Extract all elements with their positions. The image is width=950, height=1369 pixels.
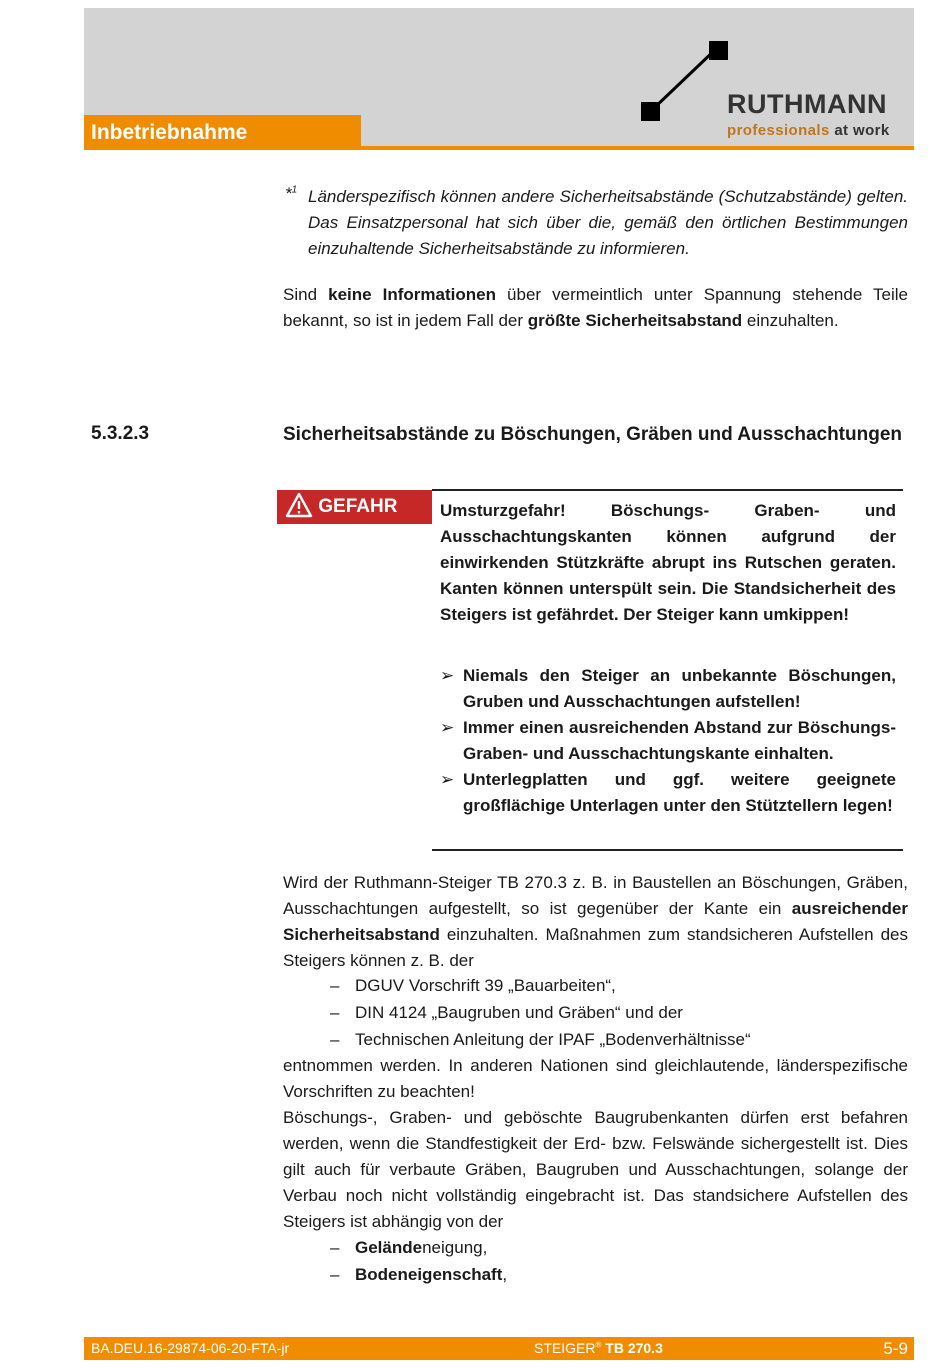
tagline-at-work: at work: [834, 122, 890, 139]
regulations-list: [330, 972, 751, 1053]
paragraph-national-rules: entnommen werden. In anderen Nationen sind gleichlautende, länderspezifische Vorschriften zu beachten!: [283, 1056, 908, 1101]
arrow-bullet-icon: ➢: [440, 770, 455, 789]
warning-item: [440, 663, 896, 715]
para1-text-2: über vermeintlich unter Spannung stehende Teile bekannt, so ist in jedem Fall der: [283, 285, 909, 330]
paragraph-no-info: [283, 282, 908, 334]
list-item: [330, 1261, 507, 1288]
model-label: TB 270.3: [605, 1340, 663, 1356]
list-item-text: DGUV Vorschrift 39 „Bauarbeiten“,: [355, 976, 616, 995]
list-item-text: neigung,: [422, 1238, 488, 1257]
section-tab: Inbetriebnahme: [84, 115, 361, 150]
paragraph-measures: [283, 870, 908, 974]
para2-bold: ausreichender Sicherheitsabstand: [283, 899, 908, 944]
warning-item: [440, 715, 896, 767]
header-stripe: [361, 146, 914, 150]
brand-tagline: [727, 122, 890, 139]
warning-item: [440, 767, 896, 819]
arrow-bullet-icon: ➢: [440, 718, 455, 737]
warning-item-text: Unterlegplatten und ggf. weitere geeignete großflächige Unterlagen unter den Stütztellern legen!: [463, 770, 896, 815]
list-item-bold: Bodeneigenschaft: [355, 1265, 503, 1284]
list-item-text: ,: [502, 1265, 508, 1284]
registered-mark: ®: [595, 1340, 602, 1350]
dash-bullet: –: [330, 976, 340, 995]
footnote-number: 1: [291, 184, 298, 196]
list-item: [330, 1234, 507, 1261]
dash-bullet: –: [330, 1238, 340, 1257]
para1-text-3: einzuhalten.: [742, 311, 839, 330]
arrow-bullet-icon: ➢: [440, 666, 455, 685]
warning-text: Umsturzgefahr! Böschungs- Graben- und Ausschachtungskanten können aufgrund der einwirkenden Stützkräfte abrupt ins Rutschen geraten. Kanten können unterspült sein. Die Standsicherheit des Steigers ist gefährdet. Der Steiger kann umkippen!: [440, 501, 896, 624]
section-title: Sicherheitsabstände zu Böschungen, Gräben und Ausschachtungen: [283, 424, 903, 445]
document-id: BA.DEU.16-29874-06-20-FTA-jr: [91, 1340, 290, 1356]
paragraph-edges: Böschungs-, Graben- und geböschte Baugrubenkanten dürfen erst befahren werden, wenn die Standfestigkeit der Erd- bzw. Felswände sichergestellt ist. Dies gilt auch für verbaute Gräben, Baugruben und Ausschachtungen, solange der Verbau noch nicht vollständig eingebracht ist. Das standsichere Aufstellen des Steigers ist abhängig von der: [283, 1108, 908, 1231]
page-header: [84, 8, 914, 150]
warning-instructions: [440, 663, 896, 819]
tagline-professionals: professionals: [727, 122, 830, 139]
footnote-text: Länderspezifisch können andere Sicherheitsabstände (Schutzabstände) gelten. Das Einsatzpersonal hat sich über die, gemäß den örtlichen Bestimmungen einzuhaltende Sicherheitsabstände zu informieren.: [308, 187, 908, 258]
product-name: [534, 1340, 663, 1356]
list-item: [330, 1026, 751, 1053]
list-item: [330, 972, 751, 999]
section-number: 5.3.2.3: [91, 423, 150, 444]
para1-bold-2: größte Sicherheitsabstand: [527, 311, 743, 330]
brand-name: RUTHMANN: [727, 89, 887, 119]
para1-text-1: Sind: [283, 285, 329, 304]
warning-item-text: Immer einen ausreichenden Abstand zur Böschungs- Graben- und Ausschachtungskante einhalten.: [463, 718, 896, 763]
warning-item-text: Niemals den Steiger an unbekannte Böschungen, Gruben und Ausschachtungen aufstellen!: [463, 666, 896, 711]
stability-factors-list: [330, 1234, 507, 1288]
footnote-mark: [285, 184, 297, 204]
page-number: 5-9: [883, 1339, 908, 1358]
dash-bullet: –: [330, 1030, 340, 1049]
footnote-star: *: [285, 184, 292, 203]
list-item-text: Technischen Anleitung der IPAF „Bodenverhältnisse“: [355, 1030, 751, 1049]
warning-bottom-rule: [432, 849, 903, 851]
page-footer: [84, 1337, 914, 1360]
danger-badge: [277, 490, 432, 524]
warning-triangle-icon: [285, 492, 313, 518]
para1-bold-1: keine Informationen: [328, 285, 496, 304]
para2-text-1: Wird der Ruthmann-Steiger TB 270.3 z. B. in Baustellen an Böschungen, Gräben, Ausschachtungen aufgestellt, so ist gegenüber der Kante ein: [283, 873, 908, 918]
danger-label: GEFAHR: [318, 496, 398, 517]
dash-bullet: –: [330, 1003, 340, 1022]
list-item-bold: Gelände: [355, 1238, 423, 1257]
list-item: [330, 999, 751, 1026]
product-label: STEIGER: [534, 1340, 596, 1356]
warning-top-rule: [432, 489, 903, 491]
dash-bullet: –: [330, 1265, 340, 1284]
para2-text-2: einzuhalten. Maßnahmen zum standsicheren Aufstellen des Steigers können z. B. der: [283, 925, 908, 970]
list-item-text: DIN 4124 „Baugruben und Gräben“ und der: [355, 1003, 683, 1022]
